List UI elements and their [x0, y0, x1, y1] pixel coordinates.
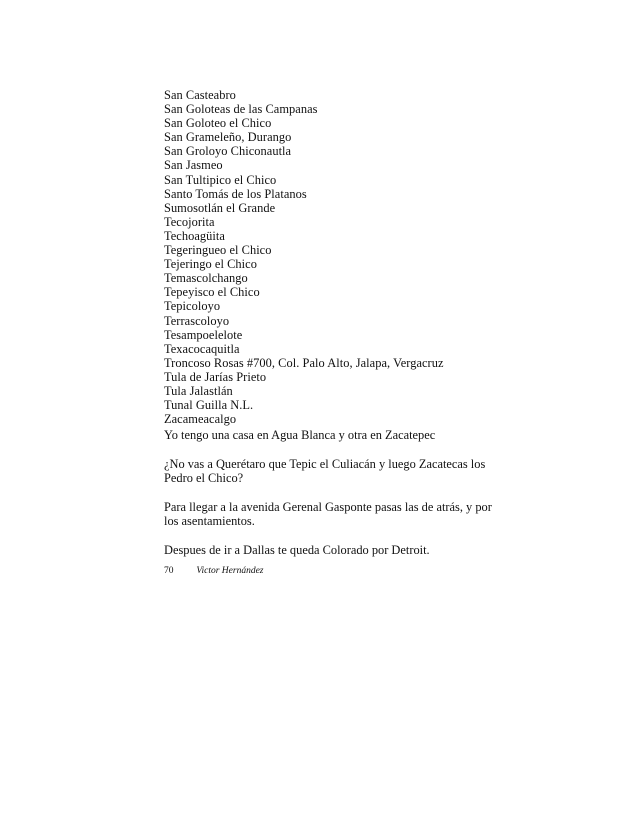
page-number: 70	[164, 566, 174, 576]
page-footer	[164, 566, 263, 576]
paragraph: Yo tengo una casa en Agua Blanca y otra en Zacatepec	[164, 428, 436, 442]
paragraph: ¿No vas a Querétaro que Tepic el Culiacán y luego Zacatecas los Pedro el Chico?	[164, 457, 486, 486]
list-item: San Casteabro	[164, 88, 236, 102]
list-item: Terrascoloyo	[164, 313, 230, 328]
list-item: San Tultipico el Chico	[164, 172, 277, 187]
list-item: Tepeyisco el Chico	[164, 285, 260, 300]
list-item: Santo Tomás de los Platanos	[164, 186, 307, 201]
prose-section	[164, 428, 494, 572]
list-item: Tepicoloyo	[164, 299, 221, 314]
paragraph: Despues de ir a Dallas te queda Colorado por Detroit.	[164, 543, 430, 558]
list-item: San Groloyo Chiconautla	[164, 144, 292, 159]
list-item: Texacocaquitla	[164, 341, 240, 356]
list-item: Tegeringueo el Chico	[164, 243, 272, 258]
paragraph: Para llegar a la avenida Gerenal Gasponte pasas las de atrás, y por los asentamientos.	[164, 500, 492, 529]
list-item: Tula Jalastlán	[164, 383, 233, 398]
list-item: San Jasmeo	[164, 158, 223, 173]
author-name: Victor Hernández	[196, 566, 264, 576]
list-item: Tunal Guilla N.L.	[164, 398, 254, 413]
list-item: Sumosotlán el Grande	[164, 200, 276, 215]
list-item: Troncoso Rosas #700, Col. Palo Alto, Jalapa, Vergacruz	[164, 355, 444, 370]
list-item: Tejeringo el Chico	[164, 257, 257, 272]
list-item: Temascolchango	[164, 271, 248, 286]
list-item: San Grameleño, Durango	[164, 130, 292, 145]
list-item: Techoagüita	[164, 228, 225, 243]
list-item: Tula de Jarías Prieto	[164, 369, 267, 384]
list-item: Tecojorita	[164, 214, 215, 229]
list-item: Zacameacalgo	[164, 412, 237, 427]
list-item: Tesampoelelote	[164, 327, 243, 342]
list-item: San Goloteas de las Campanas	[164, 102, 318, 117]
list-item: San Goloteo el Chico	[164, 116, 272, 131]
place-name-list	[164, 88, 444, 426]
